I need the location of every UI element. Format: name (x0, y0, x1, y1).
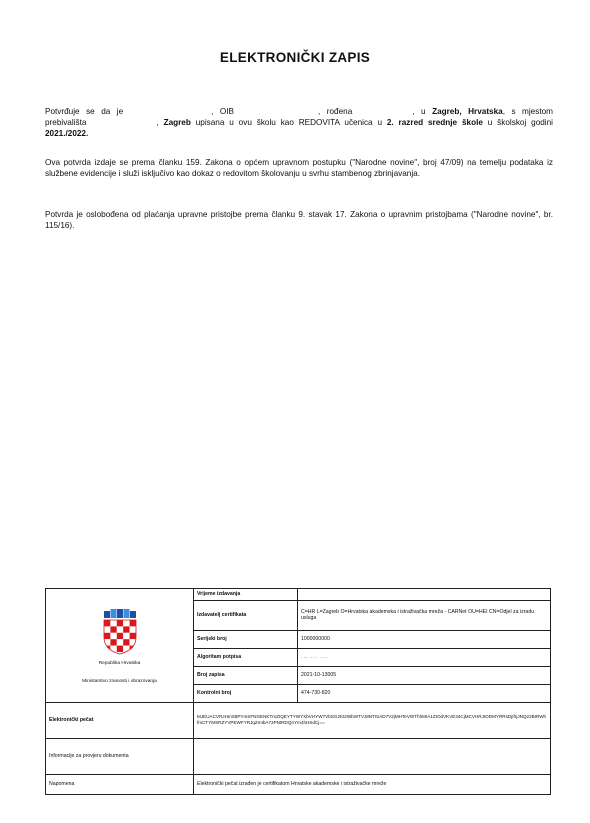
value-algorithm: ... ... ... (298, 648, 551, 666)
grade: 2. razred srednje škole (386, 118, 483, 128)
value-issue-time (298, 589, 551, 601)
value-note: Elektronički pečat izrađen je certifikatom Hrvatske akademske i istraživačke mreže (194, 774, 551, 794)
issuer-country: Republika Hrvatska (98, 660, 141, 666)
value-cert-issuer: C=HR L=Zagreb O=Hrvatska akademska i istraživačka mreža - CARNet OU=HEI CN=Odjel za izradu usluga (298, 600, 551, 630)
issuer-ministry: Ministarstvo znanosti i obrazovanja (82, 679, 157, 685)
p1-text-1: Potvrđuje se da je (45, 107, 124, 116)
value-record-number: 2021-10-13005 (298, 666, 551, 684)
label-record-number: Broj zapisa (194, 666, 298, 684)
label-issue-time: Vrijeme izdavanja (194, 589, 298, 601)
issuer-cell (46, 589, 194, 703)
value-serial: 1000000000 (298, 630, 551, 648)
p1-text-3: , rođena (318, 107, 353, 116)
p1-text-8: u školskoj godini (487, 118, 553, 128)
page-title: ELEKTRONIČKI ZAPIS (219, 50, 371, 65)
label-electronic-seal: Elektronički pečat (46, 702, 194, 738)
value-control-number: 474-730-820 (298, 684, 551, 702)
paragraph-confirmation (45, 106, 553, 140)
p1-text-2: , OIB (211, 107, 235, 116)
school-year: 2021./2022. (45, 129, 89, 139)
paragraph-fee-exemption: Potvrda je oslobođena od plaćanja upravne pristojbe prema članku 9. stavak 17. Zakona o upravnim pristojbama ("Narodne novine", br. 115/16). (45, 210, 553, 231)
p1-text-5: , s mjestom prebivališta (45, 107, 553, 128)
p1-text-7: upisana u ovu školu kao REDOVITA učenica u (195, 118, 383, 128)
electronic-seal-table (45, 588, 551, 795)
value-verification-info (194, 738, 551, 774)
paragraph-legal-basis: Ova potvrda izdaje se prema članku 159. Zakona o općem upravnom postupku ("Narodne novine", broj 47/09) na temelju podataka iz službene evidencije i služi isključivo kao dokaz o redovitom školovanju u svrhu stambenog zbrinjavanja. (45, 158, 553, 179)
p1-text-4: , u (412, 107, 426, 116)
label-note: Napomena (46, 774, 194, 794)
label-algorithm: Algoritam potpisa (194, 648, 298, 666)
birthplace: Zagreb, Hrvatska (432, 107, 503, 116)
label-cert-issuer: Izdavatelj certifikata (194, 600, 298, 630)
p1-text-6: , (156, 118, 159, 128)
label-serial: Serijski broj (194, 630, 298, 648)
label-verification-info: Informacije za provjeru dokumenta (46, 738, 194, 774)
residence-city: Zagreb (163, 118, 191, 128)
coat-of-arms-icon (103, 609, 137, 655)
label-control-number: Kontrolni broj (194, 684, 298, 702)
value-electronic-seal: MJEUACVRJHmS8PYmSFNGENKTmZIQEYTYWYXbVHYW7VbSG2Kt2WbWTVJ8NTISAD7V2jMHTeVWThhMIA1ZIOdVKVE34CjMCVHRJIODMYRRsDjIfrjJNQ22BIRWhfmCTYMSRZYVPEWFYRJqZmIbA73PNtRDQnYm4hHSdCj== (194, 702, 551, 738)
